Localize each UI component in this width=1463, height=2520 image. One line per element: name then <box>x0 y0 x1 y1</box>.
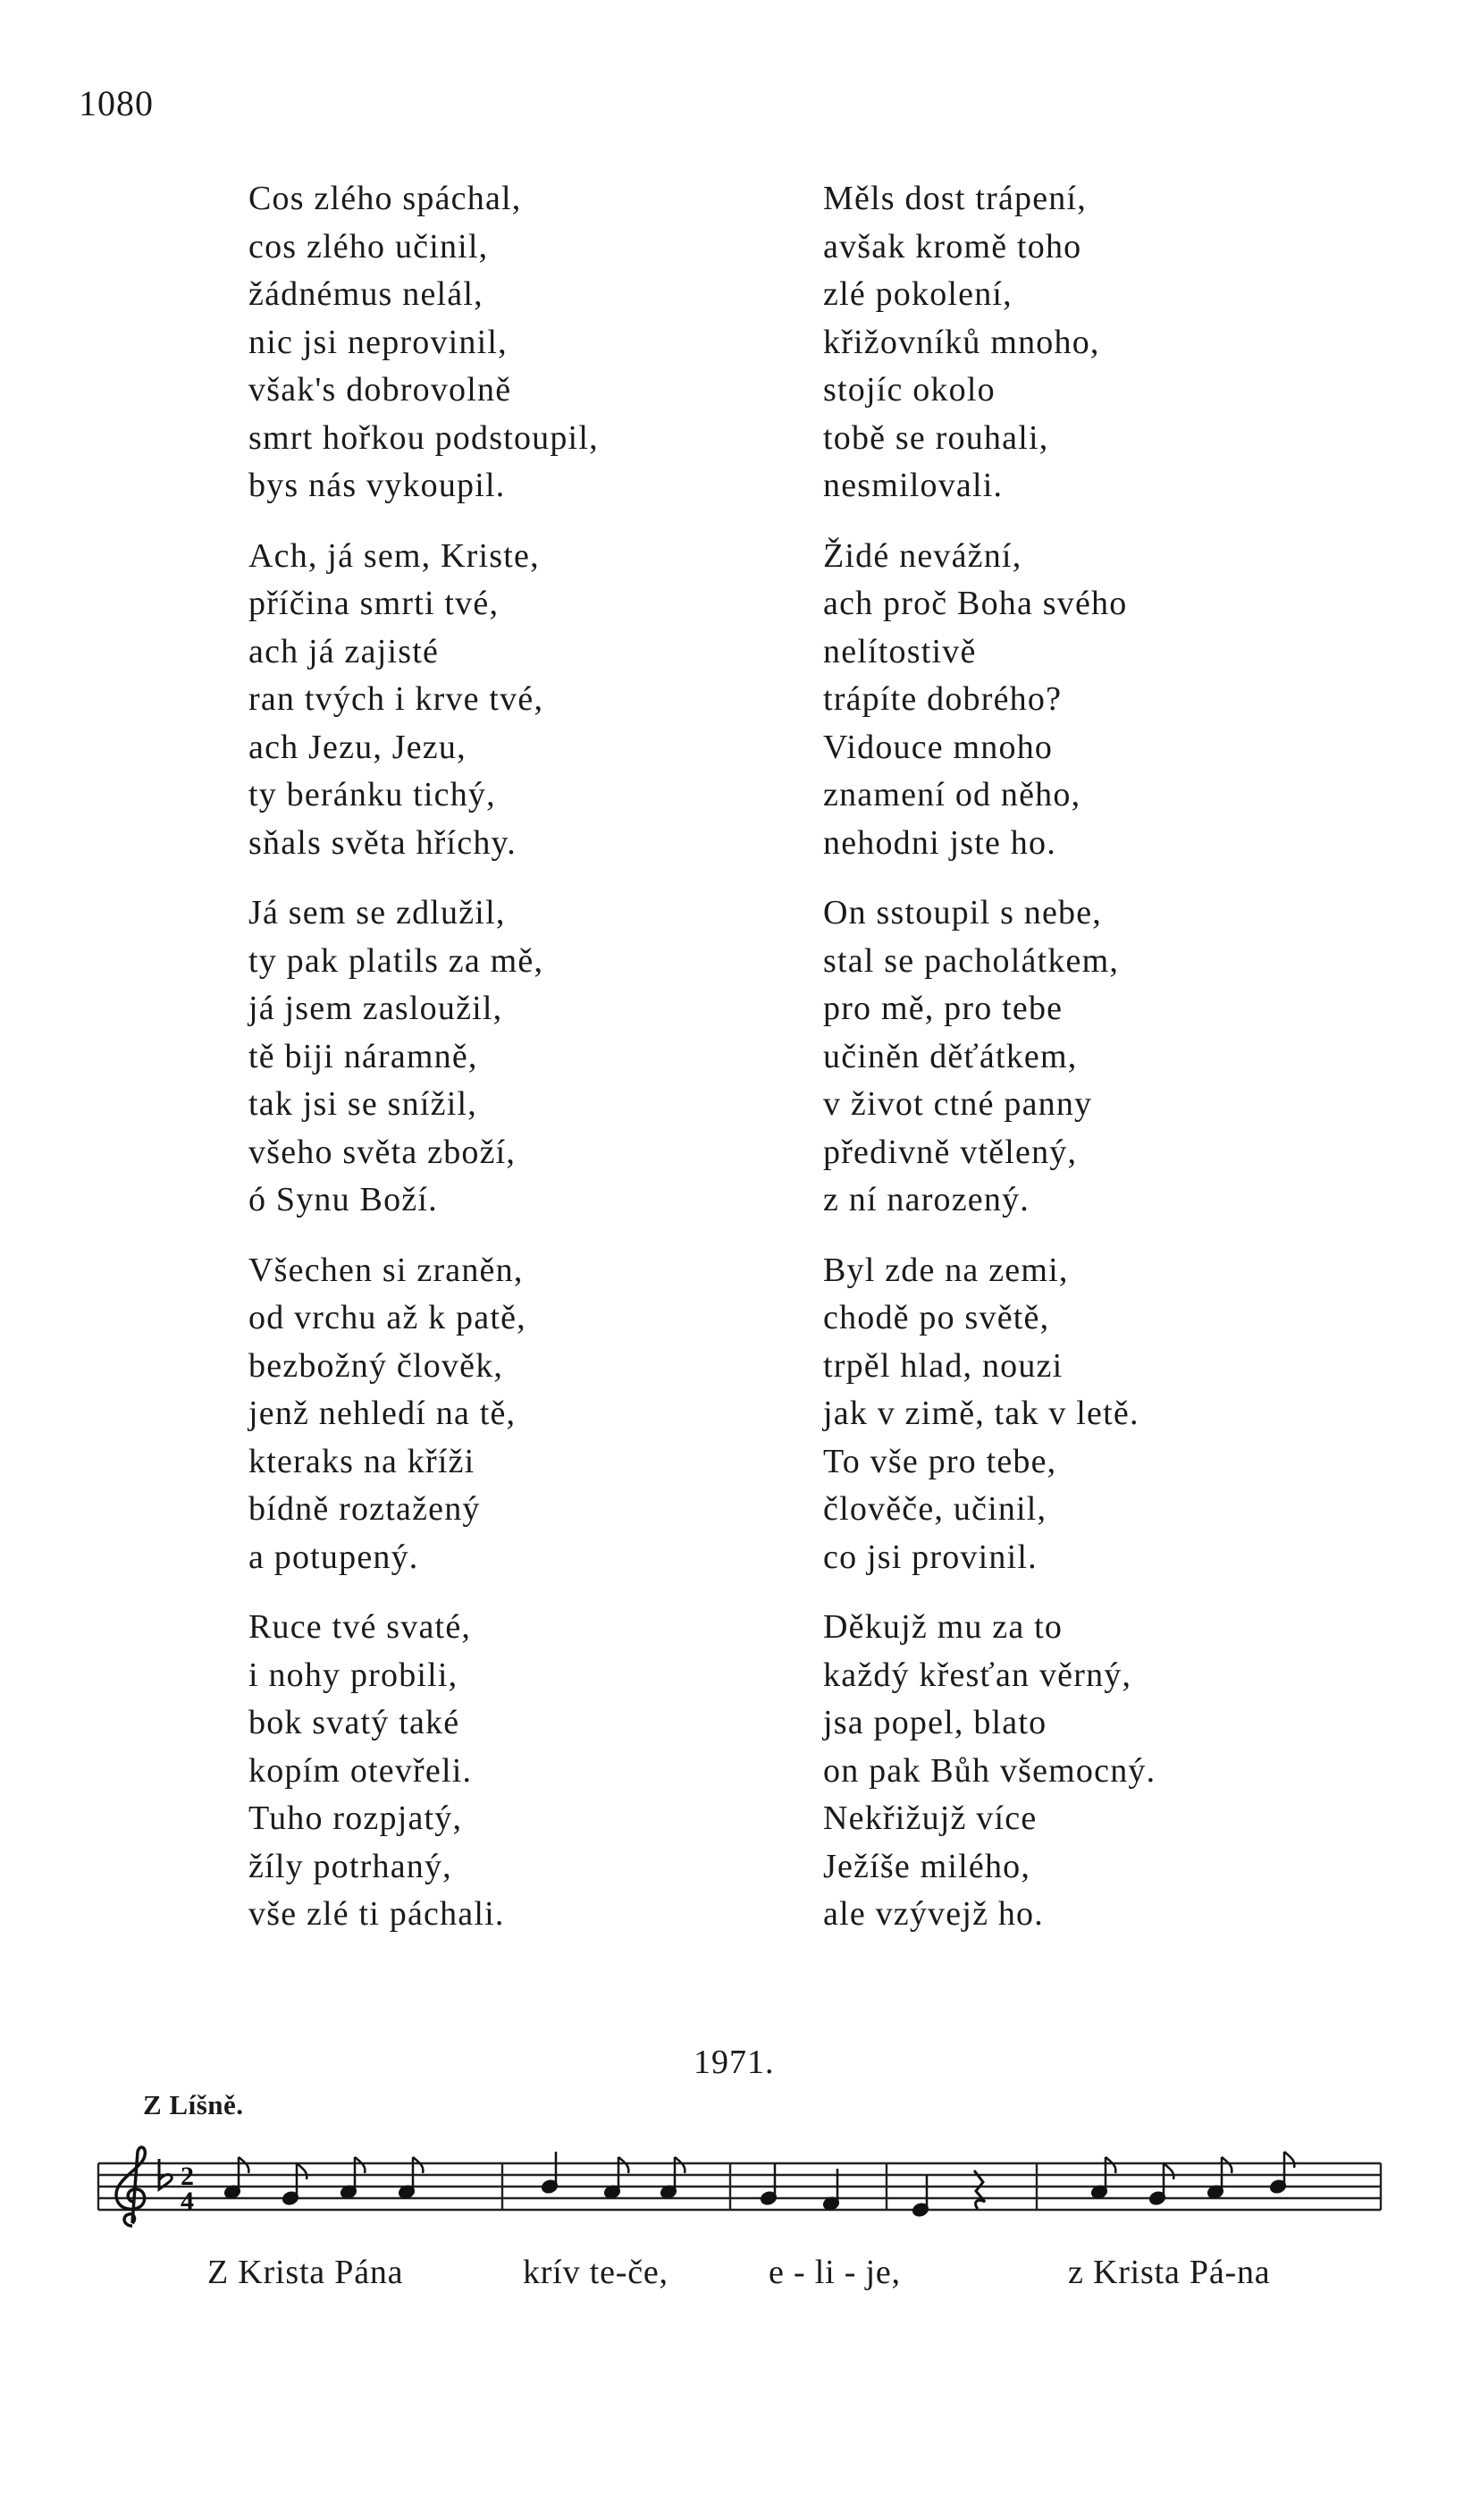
verse-line: Měls dost trápení, <box>823 180 1087 217</box>
verse-line: učiněn děťátkem, <box>823 1037 1078 1075</box>
verse-line: ó Synu Boží. <box>248 1181 438 1218</box>
verse-line: tě biji náramně, <box>248 1037 478 1075</box>
song-number: 1971. <box>694 2044 775 2081</box>
verse-line: člověče, učinil, <box>823 1490 1047 1528</box>
verse-line: já jsem zasloužil, <box>248 990 503 1027</box>
stanza <box>248 533 803 868</box>
verse-line: nelítostivě <box>823 632 977 670</box>
verse-line: Vidouce mnoho <box>823 728 1054 766</box>
verse-line: bezbožný člověk, <box>248 1346 504 1385</box>
verse-line: tak jsi se snížil, <box>248 1085 477 1123</box>
verse-line: nehodni jste ho. <box>823 823 1056 862</box>
verse-line: avšak kromě toho <box>823 227 1082 265</box>
verse-line: předivně vtělený, <box>823 1133 1078 1171</box>
verse-line: každý křesťan věrný, <box>823 1656 1132 1694</box>
verse-line: On sstoupil s nebe, <box>823 894 1103 931</box>
stanza <box>823 889 1377 1225</box>
song-origin: Z Líšně. <box>143 2089 244 2120</box>
page-number: 1080 <box>79 83 154 123</box>
verse-line: ach Jezu, Jezu, <box>248 728 467 766</box>
verse-line: chodě po světě, <box>823 1299 1050 1336</box>
verse-line: z ní narozený. <box>823 1181 1030 1218</box>
verse-line: příčina smrti tvé, <box>248 585 500 622</box>
eighth-note <box>282 2163 307 2205</box>
music-staff <box>89 2141 1394 2239</box>
note-group <box>223 2152 1294 2217</box>
verse-line: všeho světa zboží, <box>248 1133 517 1171</box>
verse-line: žádnémus nelál, <box>248 275 483 313</box>
verse-line: nesmilovali. <box>823 467 1004 504</box>
verse-line: zlé pokolení, <box>823 275 1013 313</box>
verse-line: cos zlého učinil, <box>248 227 489 265</box>
verse-line: stal se pacholátkem, <box>823 941 1120 980</box>
verse-line: on pak Bůh všemocný. <box>823 1751 1156 1790</box>
stanza <box>248 1604 803 1939</box>
stanza <box>248 175 803 510</box>
lyric-fragment: z Krista Pá-na <box>1068 2254 1271 2291</box>
verse-line: Nekřižujž více <box>823 1799 1038 1837</box>
verse-line: však's dobrovolně <box>248 371 512 409</box>
verse-line: bys nás vykoupil. <box>248 467 506 504</box>
verse-line: jenž nehledí na tě, <box>248 1395 517 1432</box>
verse-line: bok svatý také <box>248 1704 460 1741</box>
lyric-fragment: e - li - je, <box>769 2254 901 2291</box>
verse-line: znamení od něho, <box>823 776 1081 813</box>
verse-line: Ruce tvé svaté, <box>248 1608 472 1646</box>
verse-line: Já sem se zdlužil, <box>248 894 506 931</box>
verse-line: pro mě, pro tebe <box>823 990 1064 1027</box>
verse-line: tobě se rouhali, <box>823 418 1049 457</box>
stanza <box>248 1247 803 1582</box>
verse-line: stojíc okolo <box>823 371 996 409</box>
quarter-note <box>541 2152 558 2194</box>
stanza <box>823 175 1377 510</box>
stanza <box>823 1247 1377 1582</box>
verse-line: v život ctné panny <box>823 1085 1093 1123</box>
eighth-note <box>1148 2163 1173 2205</box>
verse-line: ty pak platils za mě, <box>248 941 544 980</box>
right-column <box>823 175 1377 1961</box>
quarter-note <box>760 2163 777 2205</box>
verse-line: co jsi provinil. <box>823 1538 1038 1576</box>
verse-line: Ach, já sem, Kriste, <box>248 536 540 575</box>
verse-line: ran tvých i krve tvé, <box>248 680 544 718</box>
lyric-fragment: Z Krista Pána <box>207 2254 404 2291</box>
verse-line: bídně roztažený <box>248 1490 481 1528</box>
verse-line: Cos zlého spáchal, <box>248 180 522 217</box>
verse-line: ach proč Boha svého <box>823 585 1128 622</box>
verse-line: sňals světa hříchy. <box>248 823 517 862</box>
stanza <box>823 1604 1377 1939</box>
verse-line: Byl zde na zemi, <box>823 1251 1069 1289</box>
verse-line: To vše pro tebe, <box>823 1442 1057 1480</box>
verse-line: vše zlé ti páchali. <box>248 1895 505 1933</box>
verse-line: žíly potrhaný, <box>248 1847 452 1885</box>
verse-line: Tuho rozpjatý, <box>248 1799 463 1837</box>
stanza <box>823 533 1377 868</box>
verse-line: Ježíše milého, <box>823 1847 1031 1885</box>
time-signature-top: 2 <box>181 2162 194 2191</box>
verse-line: trpěl hlad, nouzi <box>823 1346 1064 1385</box>
verse-line: jak v zimě, tak v letě. <box>823 1395 1139 1432</box>
verse-line: ty beránku tichý, <box>248 776 496 813</box>
verse-line: křižovníků mnoho, <box>823 323 1100 361</box>
quarter-note <box>912 2175 929 2217</box>
verse-line: jsa popel, blato <box>823 1704 1047 1741</box>
left-column <box>248 175 803 1961</box>
verse-line: od vrchu až k patě, <box>248 1299 526 1336</box>
verse-line: kteraks na kříži <box>248 1442 475 1480</box>
verse-line: Děkujž mu za to <box>823 1608 1064 1646</box>
verse-line: i nohy probili, <box>248 1656 458 1694</box>
stanza <box>248 889 803 1225</box>
lyric-fragment: krív te-če, <box>523 2254 668 2291</box>
verse-line: nic jsi neprovinil, <box>248 323 508 361</box>
verse-line: ach já zajisté <box>248 632 440 670</box>
time-signature-bottom: 4 <box>181 2187 194 2216</box>
eighth-note <box>1269 2152 1294 2194</box>
verse-line: smrt hořkou podstoupil, <box>248 418 599 457</box>
verse-line: Židé nevážní, <box>823 536 1022 575</box>
verse-line: Všechen si zraněn, <box>248 1251 524 1289</box>
verse-line: a potupený. <box>248 1538 419 1576</box>
verse-line: ale vzývejž ho. <box>823 1895 1044 1933</box>
verse-line: trápíte dobrého? <box>823 680 1063 718</box>
verse-line: kopím otevřeli. <box>248 1751 473 1790</box>
quarter-rest-icon <box>974 2170 985 2209</box>
